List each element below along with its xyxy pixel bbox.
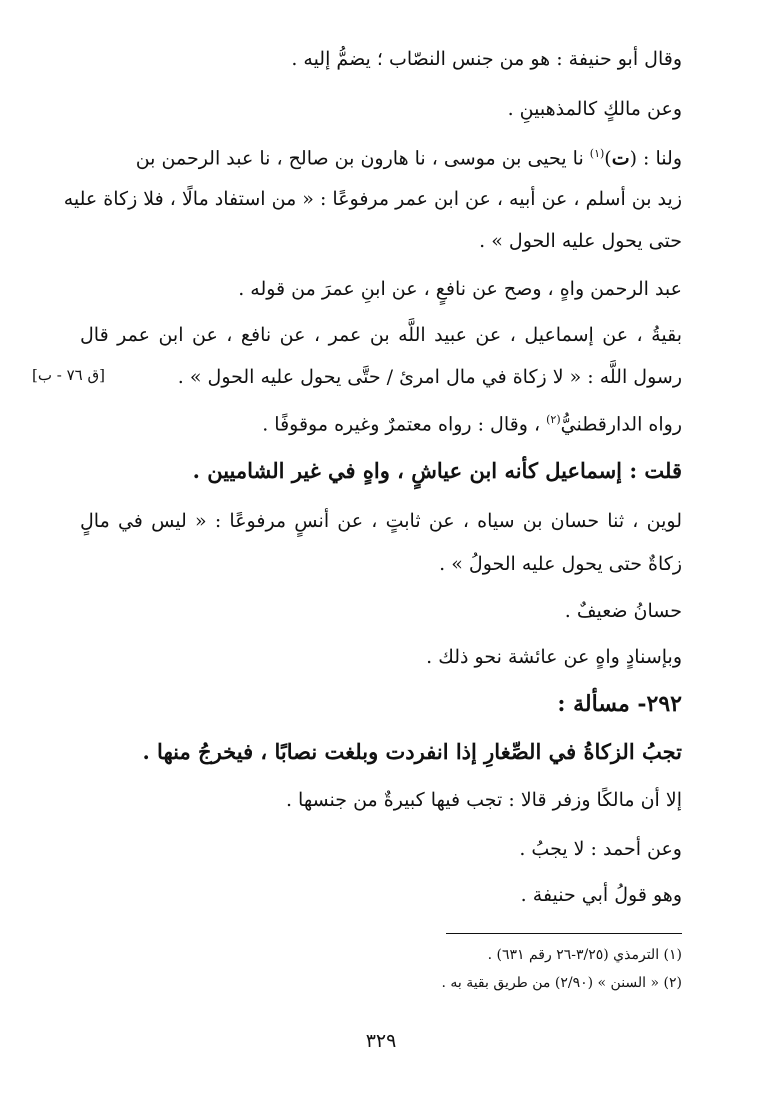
text-line-3-rest: نا يحيى بن موسى ، نا هارون بن صالح ، نا عبد الرحمن بن [135,147,590,170]
source-code: ت [611,147,630,170]
text-line-11: لوين ، ثنا حسان بن سياه ، عن ثابتٍ ، عن أنسٍ مرفوعًا : « ليس في مالٍ [80,510,682,532]
text-line-9-rest: ، وقال : رواه معتمرٌ وغيره موقوفًا . [262,413,547,436]
text-line-16: وعن أحمد : لا يجبُ . [519,838,682,860]
manuscript-folio-note: [ق ٧٦ - ب] [32,366,105,384]
footnote-ref-2: (٢) [546,413,561,426]
ruling-statement: تجبُ الزكاةُ في الصِّغارِ إذا انفردت وبلغت نصابًا ، فيخرجُ منها . [142,739,682,764]
text-line-7: بقيةُ ، عن إسماعيل ، عن عبيد اللَّه بن عمر ، عن نافع ، عن ابن عمر قال [80,324,682,346]
page-number: ٣٢٩ [365,1030,397,1052]
text-line-5: حتى يحول عليه الحول » . [479,230,682,252]
text-line-12: زكاةٌ حتى يحول عليه الحولُ » . [439,553,682,575]
text-line-3-close: ) [604,147,612,170]
text-line-6: عبد الرحمن واهٍ ، وصح عن نافعٍ ، عن ابنِ عمرَ من قوله . [238,278,682,300]
text-line-17: وهو قولُ أبي حنيفة . [520,884,682,906]
text-line-3 [136,148,682,168]
text-line-15: إلا أن مالكًا وزفر قالا : تجب فيها كبيرةٌ من جنسها . [285,789,682,811]
text-line-3-lead: ولنا : ( [629,147,682,170]
text-line-8: رسول اللَّه : « لا زكاة في مال امرئ / حتَّى يحول عليه الحول » . [177,366,682,388]
footnote-1: (١) الترمذي (٣/٢٥-٢٦ رقم ٦٣١) . [487,947,682,963]
text-line-9 [262,414,682,434]
footnote-divider [446,933,682,934]
text-line-4: زيد بن أسلم ، عن أبيه ، عن ابن عمر مرفوعًا : « من استفاد مالًا ، فلا زكاة عليه [63,188,682,210]
text-line-13: حسانُ ضعيفٌ . [564,600,682,622]
footnote-ref-1: (١) [589,147,605,160]
text-line-10: قلت : إسماعيل كأنه ابن عياشٍ ، واهٍ في غير الشاميين . [192,458,682,483]
section-heading: ٢٩٢- مسألة : [557,691,682,717]
text-line-14: وبإسنادٍ واهٍ عن عائشة نحو ذلك . [426,646,682,668]
text-line-9-lead: رواه الدارقطنيُّ [560,413,682,436]
text-line-1: وقال أبو حنيفة : هو من جنس النصّاب ؛ يضمُّ إليه . [291,48,682,70]
text-line-2: وعن مالكٍ كالمذهبينِ . [507,98,682,120]
footnote-2: (٢) « السنن » (٢/٩٠) من طريق بقية به . [441,975,682,991]
